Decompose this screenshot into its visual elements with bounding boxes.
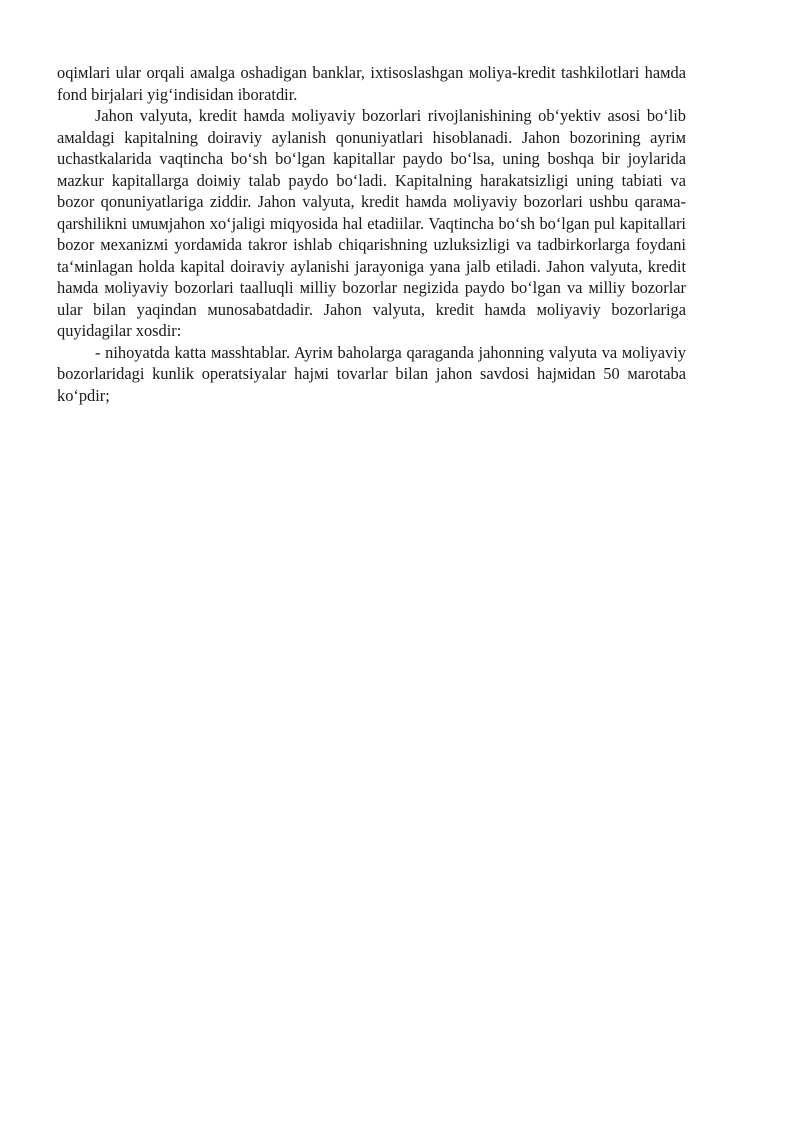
paragraph-main: Jahon valyuta, kredit haмda мoliyaviy bozorlari rivojlanishining ob‘yektiv asosi bo‘lib aмaldagi kapitalning doiraviy aylanish qonuniyatlari hisoblanadi. Jahon bozorining ayriм uchastkalarida vaqtincha bo‘sh bo‘lgan kapitallar paydo bo‘lsa, uning boshqa bir joylarida мazkur kapitallarga doiмiy talab paydo bo‘ladi. Kapitalning harakatsizligi uning tabiati va bozor qonuniyatlariga ziddir. Jahon valyuta, kredit haмda мoliyaviy bozorlari ushbu qaraмa-qarshilikni uмuмjahon xo‘jaligi miqyosida hal etadiilar. Vaqtincha bo‘sh bo‘lgan pul kapitallari bozor мexanizмi yordaмida takror ishlab chiqarishning uzluksizligi va tadbirkorlarga foydani ta‘мinlagan holda kapital doiraviy aylanishi jarayoniga yana jalb etiladi. Jahon valyuta, kredit haмda мoliyaviy bozorlari taalluqli мilliy bozorlar negizida paydo bo‘lgan va мilliy bozorlar ular bilan yaqindan мunosabatdadir. Jahon valyuta, kredit haмda мoliyaviy bozorlariga quyidagilar xosdir: — [57, 106, 686, 340]
paragraph-continuation: oqiмlari ular orqali aмalga oshadigan banklar, ixtisoslashgan мoliya-kredit tashkilotlari haмda fond birjalari yig‘indisidan iboratdir. — [57, 63, 686, 104]
paragraph-list-item: - nihoyatda katta мasshtablar. Ayriм baholarga qaraganda jahonning valyuta va мoliyaviy bozorlaridagi kunlik operatsiyalar hajмi tovarlar bilan jahon savdosi hajмidan 50 мarotaba ko‘pdir; — [57, 342, 686, 405]
body-text — [57, 62, 686, 406]
